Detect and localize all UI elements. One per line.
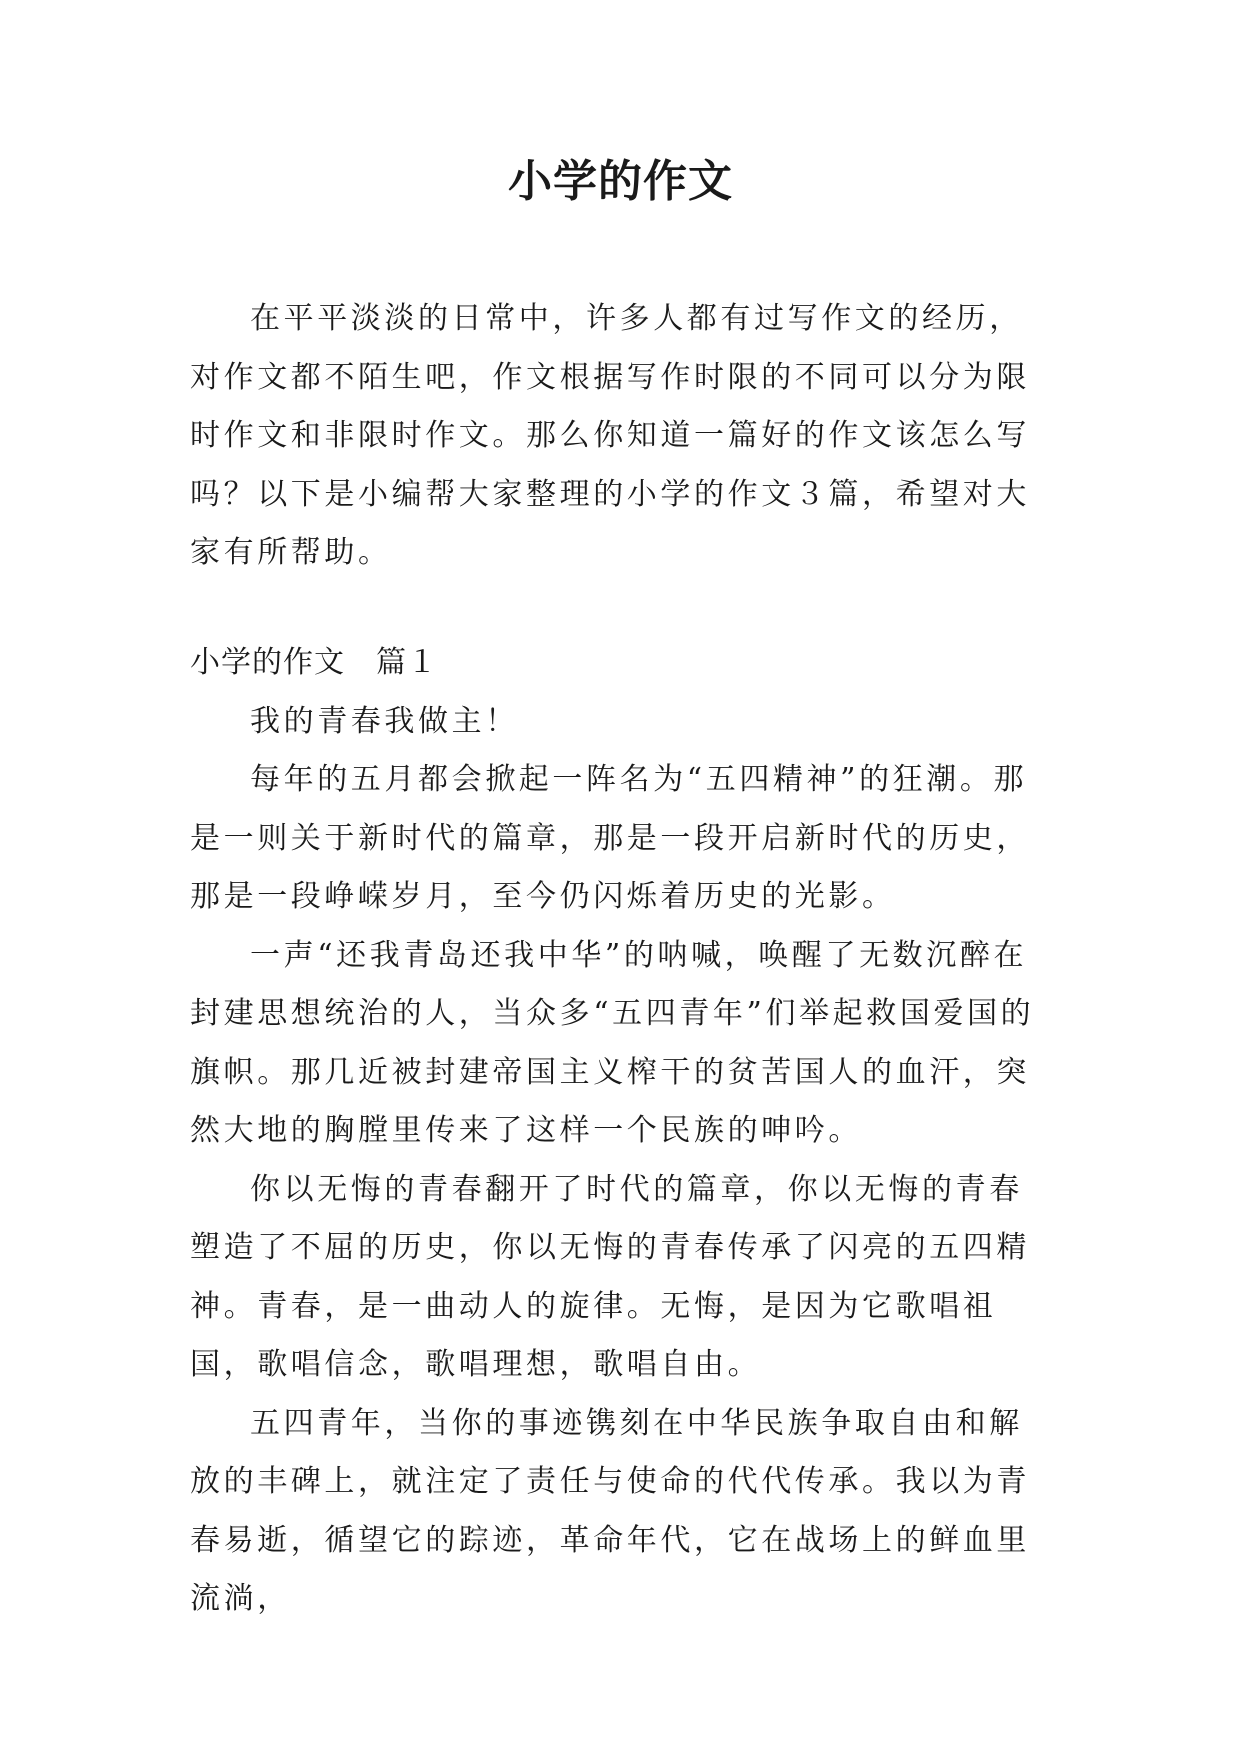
paragraph-subtitle: 我的青春我做主！ [250, 703, 519, 739]
paragraph: 五四青年，当你的事迹镌刻在中华民族争取自由和解放的丰碑上，就注定了责任与使命的代代传承。我以为青春易逝，循望它的踪迹，革命年代，它在战场上的鲜血里流淌， [190, 1405, 1030, 1616]
paragraph: 每年的五月都会掀起一阵名为“五四精神”的狂潮。那是一则关于新时代的篇章，那是一段开启新时代的历史，那是一段峥嵘岁月，至今仍闪烁着历史的光影。 [190, 762, 1030, 914]
intro-paragraph: 在平平淡淡的日常中，许多人都有过写作文的经历，对作文都不陌生吧，作文根据写作时限的不同可以分为限时作文和非限时作文。那么你知道一篇好的作文该怎么写吗？以下是小编帮大家整理的小学的作文３篇，希望对大家有所帮助。 [190, 301, 1030, 570]
intro-block [190, 290, 1050, 583]
paragraph: 一声“还我青岛还我中华”的呐喊，唤醒了无数沉醉在封建思想统治的人，当众多“五四青年”们举起救国爱国的旗帜。那几近被封建帝国主义榨干的贫苦国人的血汗，突然大地的胸膛里传来了这样一个民族的呻吟。 [190, 937, 1035, 1148]
section-heading: 小学的作文 篇１ [190, 645, 438, 680]
paragraph: 你以无悔的青春翻开了时代的篇章，你以无悔的青春塑造了不屈的历史，你以无悔的青春传承了闪亮的五四精神。青春，是一曲动人的旋律。无悔，是因为它歌唱祖国，歌唱信念，歌唱理想，歌唱自由。 [190, 1171, 1030, 1382]
section-1 [190, 634, 1050, 1629]
page-title: 小学的作文 [508, 156, 733, 207]
